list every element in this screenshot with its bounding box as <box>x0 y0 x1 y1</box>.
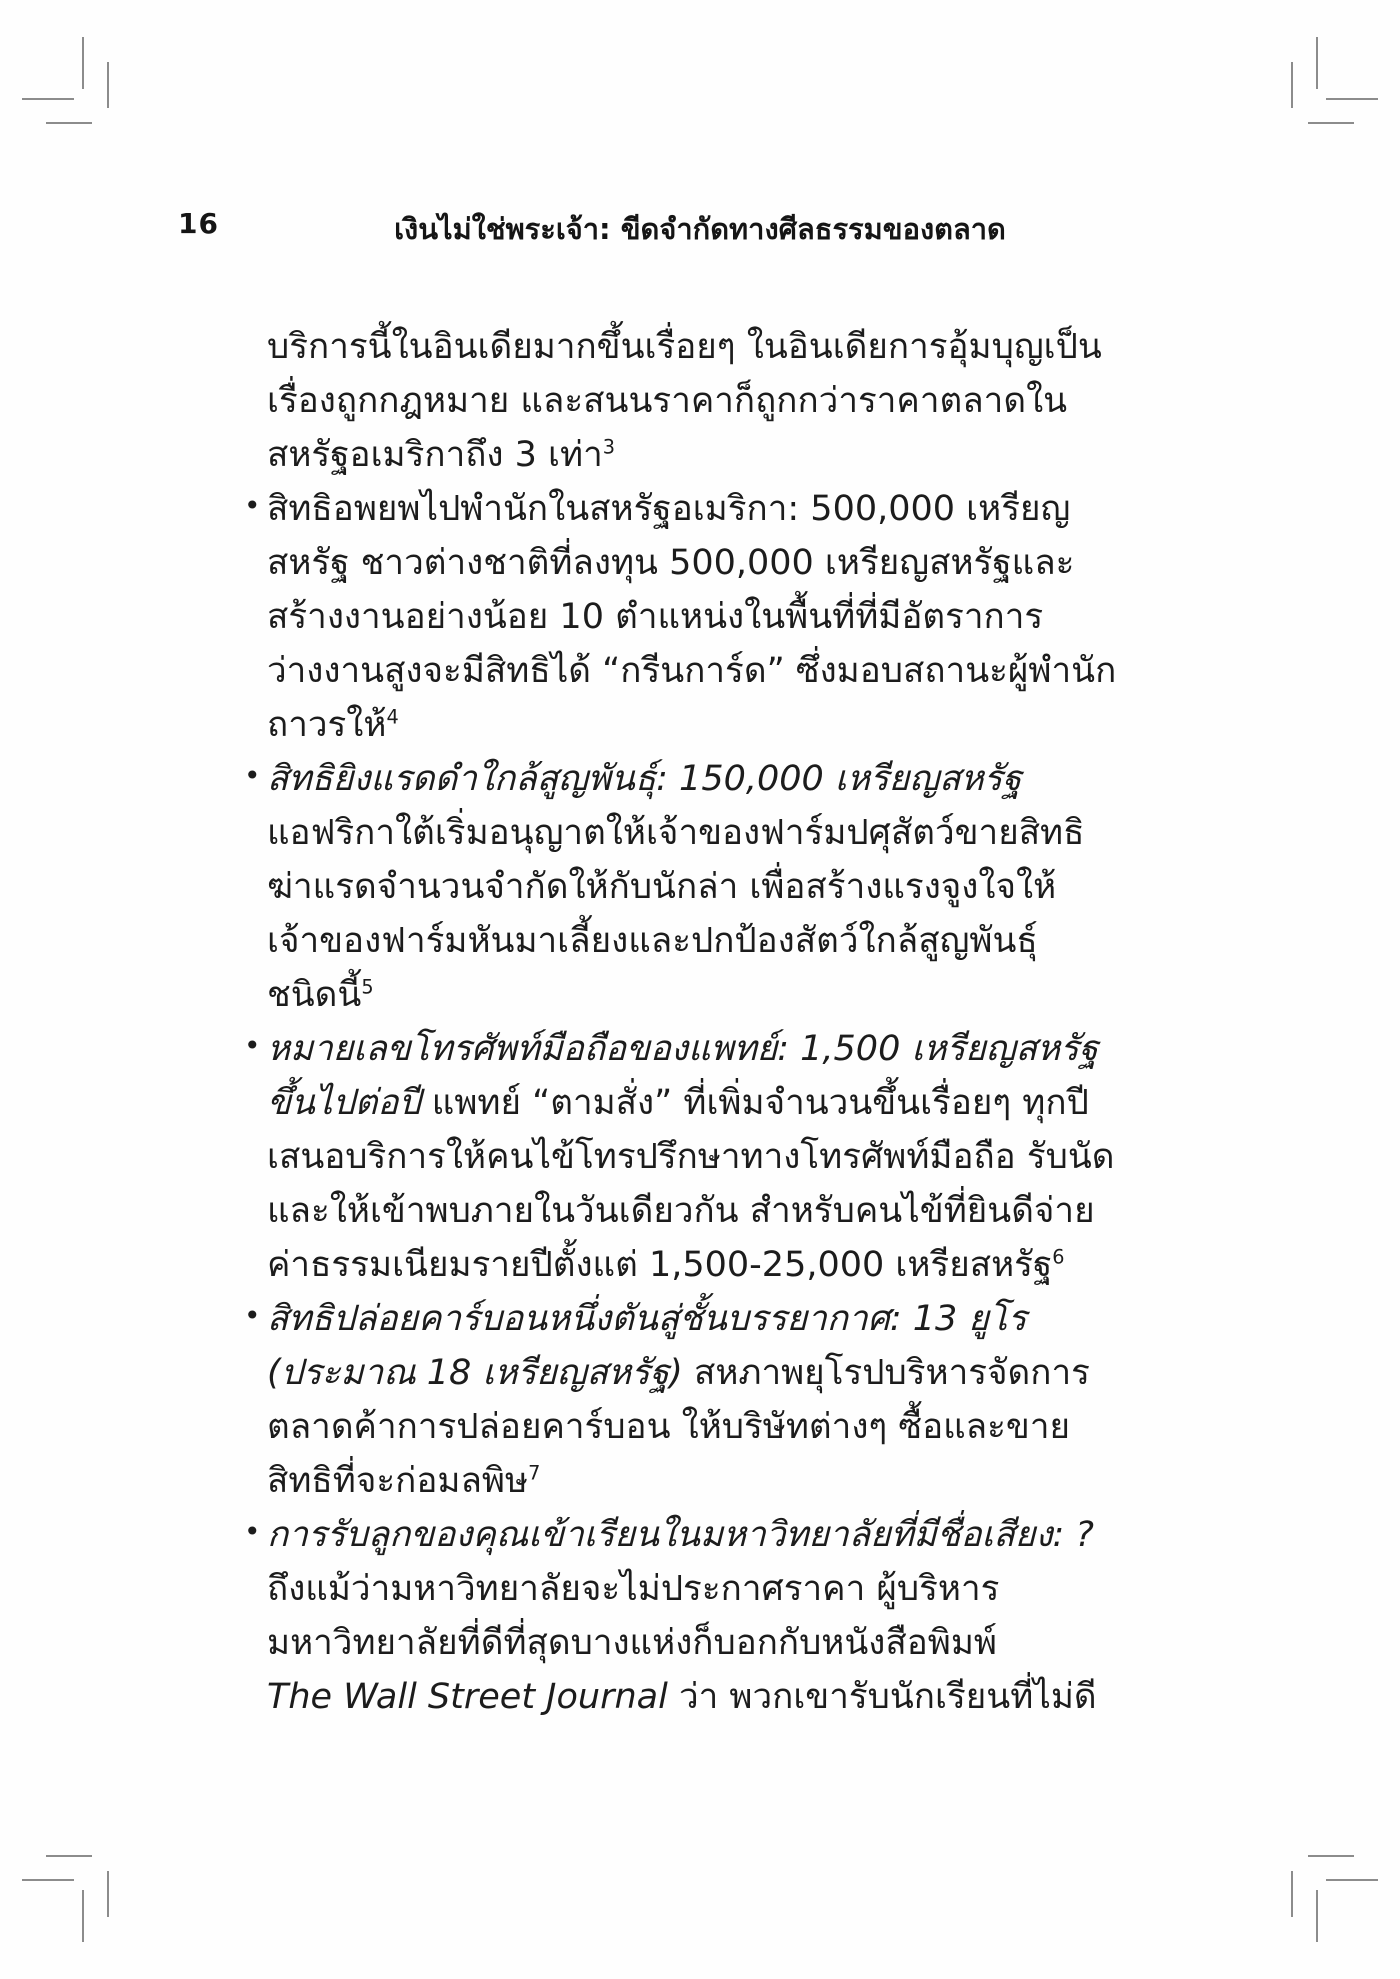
text-line <box>244 1022 1197 1076</box>
crop-mark <box>1316 37 1318 89</box>
text-line <box>267 914 1197 968</box>
bullet-icon: • <box>244 1029 261 1062</box>
bullet-icon: • <box>244 489 261 522</box>
text-line <box>267 968 1197 1022</box>
footnote-reference: 4 <box>386 705 399 729</box>
text-line <box>267 806 1197 860</box>
text-segment: ว่างงานสูงจะมีสิทธิได้ “กรีนการ์ด” ซึ่งมอบสถานะผู้พำนัก <box>267 651 1117 691</box>
text-line <box>267 1400 1197 1454</box>
text-segment: สร้างงานอย่างน้อย 10 ตำแหน่งในพื้นที่ที่มีอัตราการ <box>267 597 1044 637</box>
crop-mark <box>22 98 74 100</box>
crop-mark <box>1326 98 1378 100</box>
text-line <box>267 1184 1197 1238</box>
running-header-title: เงินไม่ใช่พระเจ้า: ขีดจำกัดทางศีลธรรมของตลาด <box>394 212 1006 246</box>
crop-mark <box>1291 1871 1293 1917</box>
text-segment: การรับลูกของคุณเข้าเรียนในมหาวิทยาลัยที่มีชื่อเสียง: ? <box>267 1515 1094 1555</box>
paragraph <box>267 320 1197 482</box>
text-segment: สิทธิปล่อยคาร์บอนหนึ่งตันสู่ชั้นบรรยากาศ: 13 ยูโร <box>267 1299 1027 1339</box>
text-segment: (ประมาณ 18 เหรียญสหรัฐ) <box>267 1353 683 1393</box>
crop-mark <box>82 37 84 89</box>
text-segment: สหภาพยุโรปบริหารจัดการ <box>682 1353 1090 1393</box>
text-segment: มหาวิทยาลัยที่ดีที่สุดบางแห่งก็บอกกับหนังสือพิมพ์ <box>267 1623 997 1663</box>
text-line <box>267 1670 1197 1724</box>
bullet-icon: • <box>244 1299 261 1332</box>
bullet-item <box>244 482 1197 752</box>
text-segment: สิทธิอพยพไปพำนักในสหรัฐอเมริกา: 500,000 เหรียญ <box>267 489 1071 529</box>
text-line <box>267 644 1197 698</box>
text-segment: สิทธิที่จะก่อมลพิษ <box>267 1461 529 1501</box>
crop-mark <box>22 1879 74 1881</box>
text-segment: เสนอบริการให้คนไข้โทรปรึกษาทางโทรศัพท์มือถือ รับนัด <box>267 1137 1115 1177</box>
text-segment: สหรัฐ ชาวต่างชาติที่ลงทุน 500,000 เหรียญสหรัฐและ <box>267 543 1075 583</box>
text-segment: สิทธิยิงแรดดำใกล้สูญพันธุ์: 150,000 เหรียญสหรัฐ <box>267 759 1022 799</box>
text-segment: ขึ้นไปต่อปี <box>267 1083 421 1123</box>
page-number: 16 <box>178 207 219 240</box>
text-line <box>244 1292 1197 1346</box>
text-line <box>244 482 1197 536</box>
text-line <box>267 860 1197 914</box>
crop-mark <box>82 1890 84 1942</box>
text-line <box>267 1238 1197 1292</box>
text-segment: และให้เข้าพบภายในวันเดียวกัน สำหรับคนไข้ที่ยินดีจ่าย <box>267 1191 1095 1231</box>
crop-mark <box>1326 1879 1378 1881</box>
text-segment: ฆ่าแรดจำนวนจำกัดให้กับนักล่า เพื่อสร้างแรงจูงใจให้ <box>267 867 1057 907</box>
text-segment: ว่า พวกเขารับนักเรียนที่ไม่ดี <box>667 1677 1097 1717</box>
crop-mark <box>107 62 109 108</box>
text-line <box>267 374 1197 428</box>
crop-mark <box>1316 1890 1318 1942</box>
text-segment: The Wall Street Journal <box>267 1677 668 1717</box>
crop-mark <box>46 1855 92 1857</box>
text-segment: ถาวรให้ <box>267 705 387 745</box>
bullet-item <box>244 752 1197 1022</box>
text-line <box>267 1616 1197 1670</box>
crop-mark <box>46 122 92 124</box>
text-line <box>267 1130 1197 1184</box>
text-segment: แอฟริกาใต้เริ่มอนุญาตให้เจ้าของฟาร์มปศุสัตว์ขายสิทธิ <box>267 813 1085 853</box>
text-line <box>267 1076 1197 1130</box>
text-segment: แพทย์ “ตามสั่ง” ที่เพิ่มจำนวนขึ้นเรื่อยๆ ทุกปี <box>420 1083 1089 1123</box>
crop-mark <box>1308 122 1354 124</box>
footnote-reference: 6 <box>1052 1245 1065 1269</box>
footnote-reference: 3 <box>602 435 615 459</box>
bullet-item <box>244 1292 1197 1508</box>
crop-mark <box>1291 62 1293 108</box>
footnote-reference: 7 <box>528 1461 541 1485</box>
crop-mark <box>1308 1855 1354 1857</box>
bullet-item <box>244 1022 1197 1292</box>
text-segment: ชนิดนี้ <box>267 975 362 1015</box>
text-segment: สหรัฐอเมริกาถึง 3 เท่า <box>267 435 603 475</box>
text-segment: เรื่องถูกกฎหมาย และสนนราคาก็ถูกกว่าราคาตลาดใน <box>267 381 1068 421</box>
text-line <box>267 428 1197 482</box>
text-line <box>244 752 1197 806</box>
text-line <box>267 1562 1197 1616</box>
text-line <box>267 536 1197 590</box>
text-line <box>244 1508 1197 1562</box>
text-line <box>267 590 1197 644</box>
text-line <box>267 320 1197 374</box>
text-segment: ถึงแม้ว่ามหาวิทยาลัยจะไม่ประกาศราคา ผู้บริหาร <box>267 1569 1000 1609</box>
text-line <box>267 1454 1197 1508</box>
text-segment: ตลาดค้าการปล่อยคาร์บอน ให้บริษัทต่างๆ ซื้อและขาย <box>267 1407 1071 1447</box>
bullet-item <box>244 1508 1197 1724</box>
text-line <box>267 698 1197 752</box>
text-segment: เจ้าของฟาร์มหันมาเลี้ยงและปกป้องสัตว์ใกล้สูญพันธุ์ <box>267 921 1038 961</box>
text-segment: หมายเลขโทรศัพท์มือถือของแพทย์: 1,500 เหรียญสหรัฐ <box>267 1029 1099 1069</box>
bullet-icon: • <box>244 1515 261 1548</box>
text-segment: บริการนี้ในอินเดียมากขึ้นเรื่อยๆ ในอินเดียการอุ้มบุญเป็น <box>267 327 1102 367</box>
bullet-icon: • <box>244 759 261 792</box>
text-line <box>267 1346 1197 1400</box>
footnote-reference: 5 <box>361 975 374 999</box>
text-segment: ค่าธรรมเนียมรายปีตั้งแต่ 1,500-25,000 เหรียสหรัฐ <box>267 1245 1053 1285</box>
crop-mark <box>107 1871 109 1917</box>
body-text-column <box>244 320 1197 1724</box>
